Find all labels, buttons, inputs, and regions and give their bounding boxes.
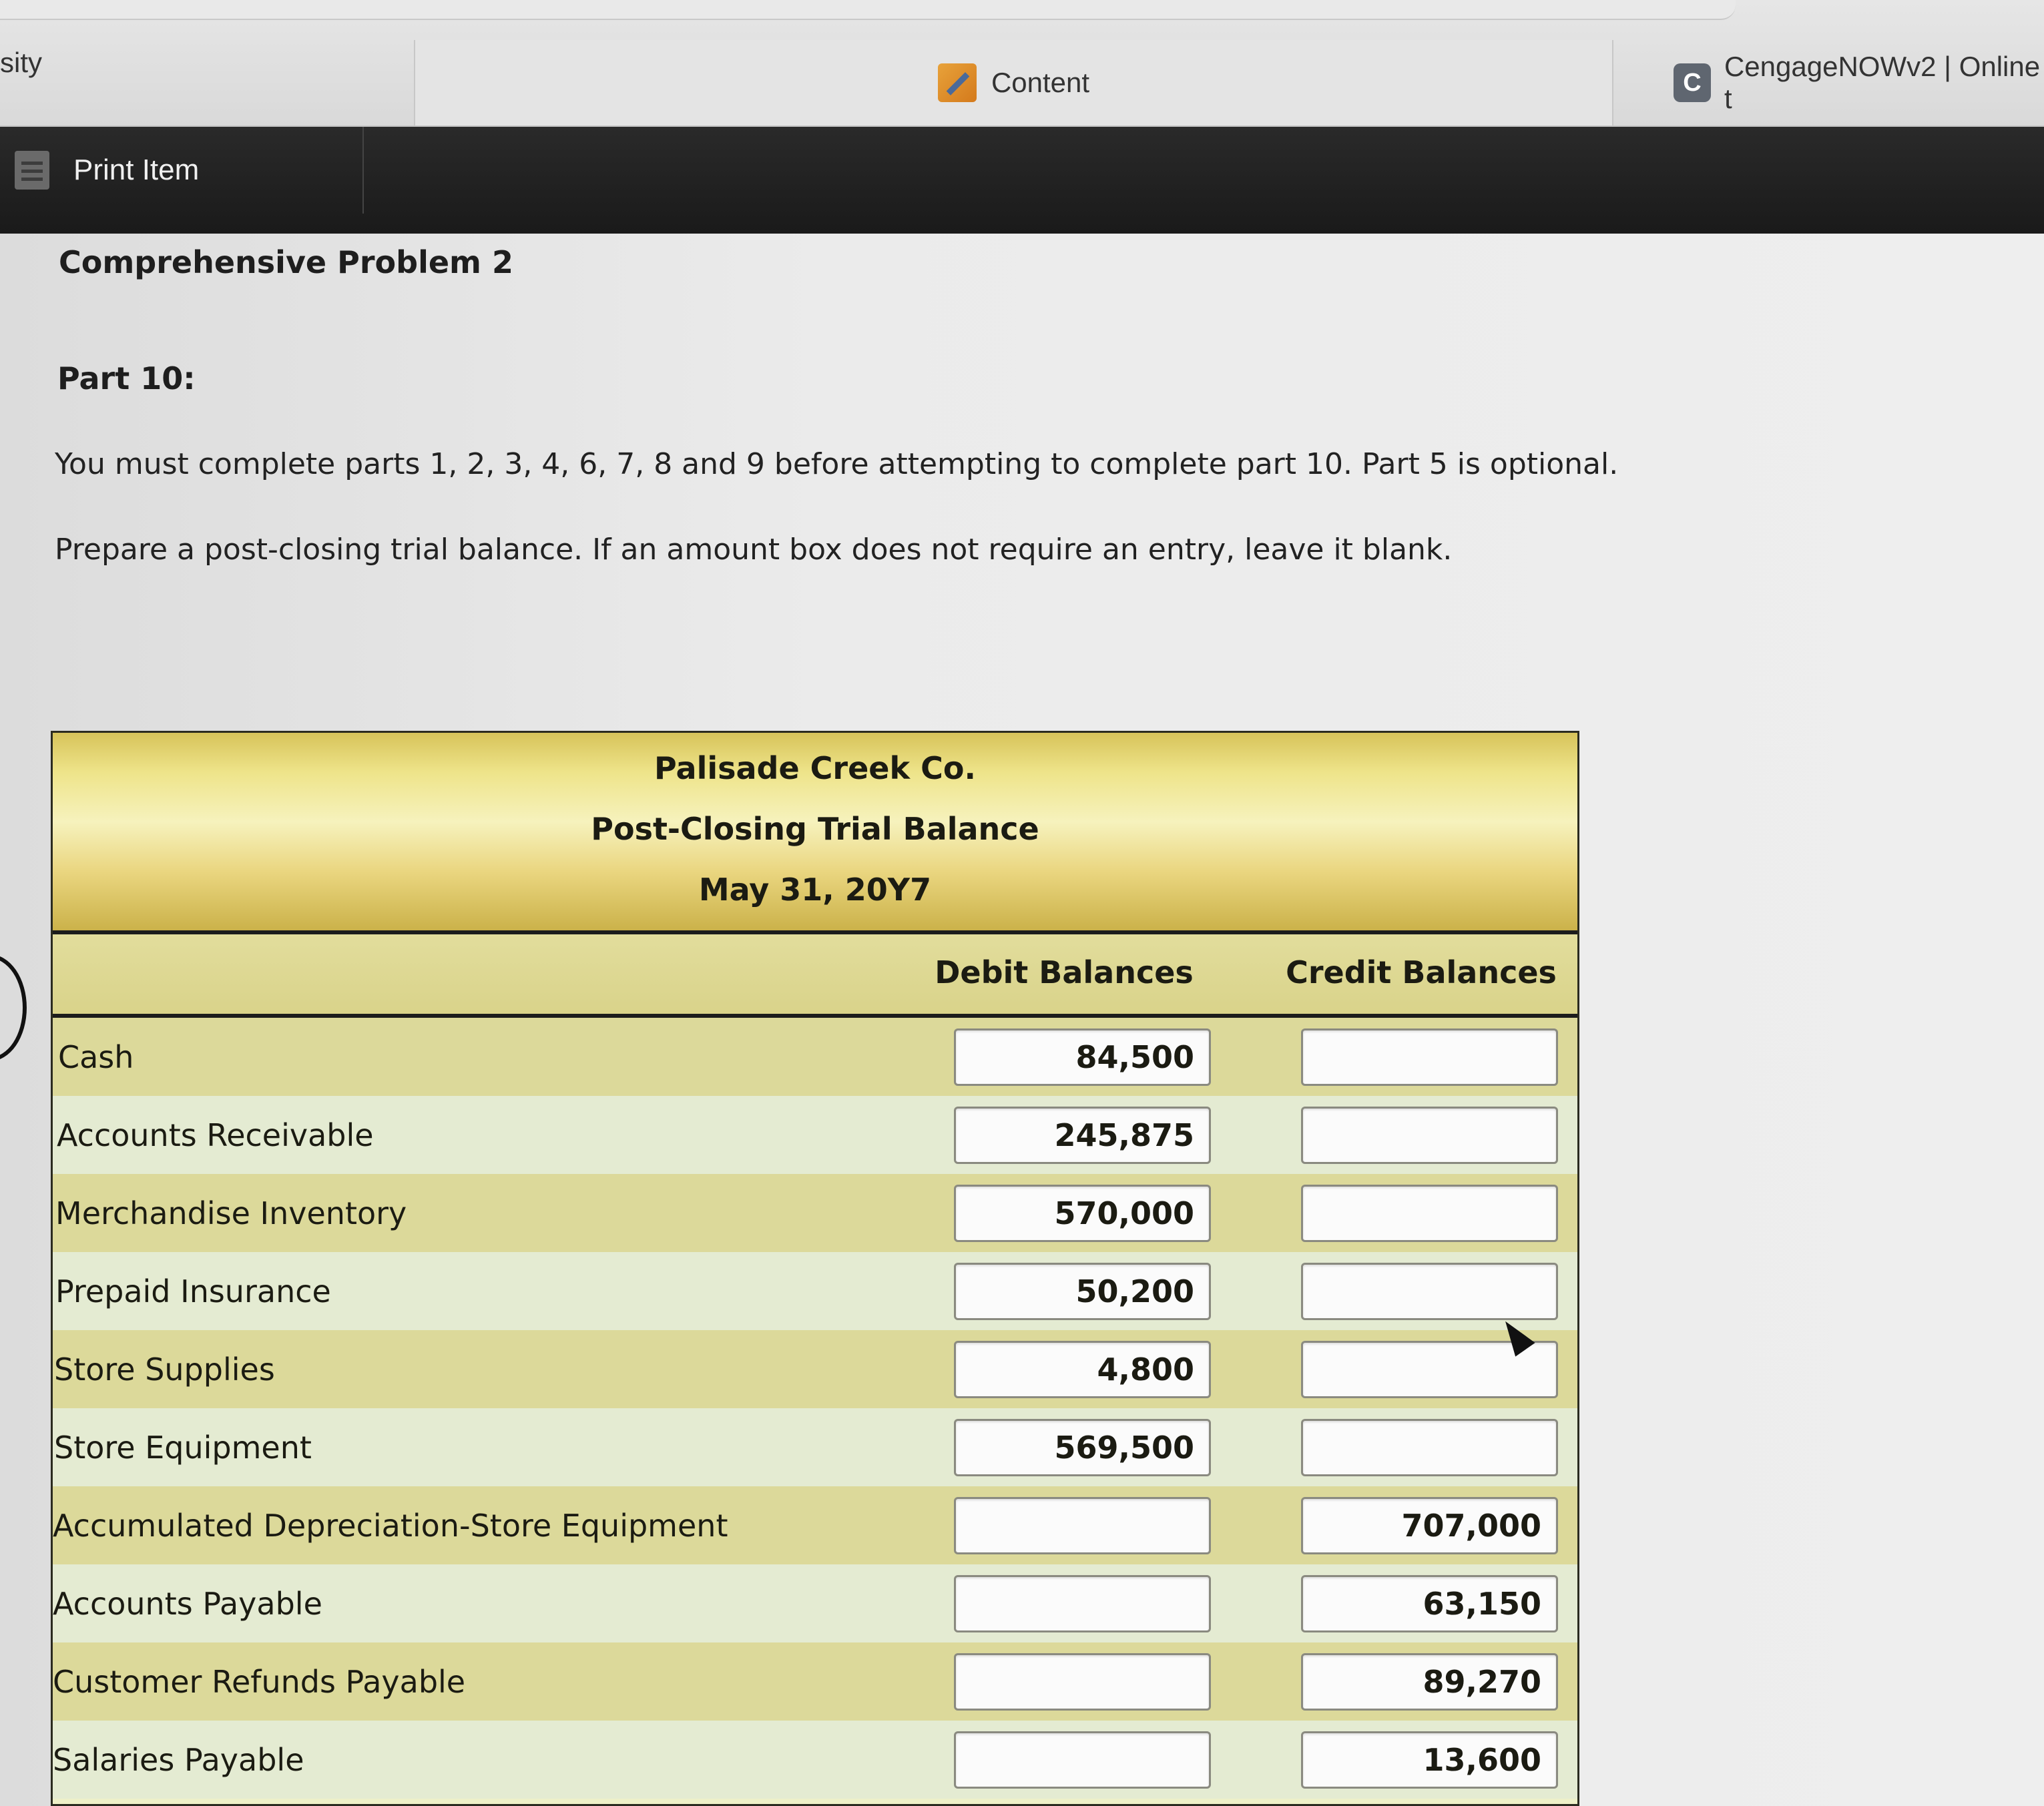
- account-name: Accounts Payable: [53, 1585, 322, 1622]
- account-name: Store Supplies: [54, 1351, 275, 1388]
- account-rows: [53, 1018, 1577, 1799]
- credit-amount-input[interactable]: [1301, 1028, 1558, 1086]
- column-header-row: [53, 934, 1577, 1018]
- problem-title: Comprehensive Problem 2: [59, 244, 513, 280]
- account-name: Merchandise Inventory: [55, 1195, 407, 1231]
- table-row: [53, 1408, 1577, 1486]
- table-row: [53, 1486, 1577, 1564]
- toolbar: [0, 127, 2044, 234]
- trial-balance-table: [51, 731, 1579, 1806]
- print-item-button[interactable]: [0, 127, 364, 214]
- debit-column-header: Debit Balances: [935, 954, 1194, 990]
- company-name: Palisade Creek Co.: [654, 750, 976, 786]
- account-name: Store Equipment: [54, 1429, 312, 1466]
- statement-title: Post-Closing Trial Balance: [591, 811, 1039, 847]
- credit-amount-input[interactable]: [1301, 1263, 1558, 1320]
- table-row: [53, 1018, 1577, 1096]
- account-name: Accumulated Depreciation-Store Equipment: [53, 1507, 728, 1544]
- table-row: [53, 1174, 1577, 1252]
- debit-amount-input[interactable]: 84,500: [954, 1028, 1211, 1086]
- credit-amount-input[interactable]: 13,600: [1301, 1731, 1558, 1789]
- tab-label: Content: [991, 67, 1090, 98]
- debit-amount-input[interactable]: 570,000: [954, 1185, 1211, 1242]
- debit-amount-input[interactable]: [954, 1497, 1211, 1554]
- instruction-prerequisites: You must complete parts 1, 2, 3, 4, 6, 7, 8 and 9 before attempting to complete part 10. Part 5 is optional.: [55, 447, 1619, 481]
- table-row: [53, 1252, 1577, 1330]
- credit-amount-input[interactable]: [1301, 1419, 1558, 1476]
- credit-amount-input[interactable]: 89,270: [1301, 1653, 1558, 1711]
- credit-amount-input[interactable]: [1301, 1107, 1558, 1164]
- tab-previous[interactable]: [0, 40, 414, 125]
- credit-amount-input[interactable]: 63,150: [1301, 1575, 1558, 1632]
- address-bar-edge: [0, 0, 1736, 20]
- table-row: [53, 1721, 1577, 1799]
- debit-amount-input[interactable]: 4,800: [954, 1341, 1211, 1398]
- debit-amount-input[interactable]: [954, 1653, 1211, 1711]
- browser-tab-strip: [0, 0, 2044, 127]
- account-name: Accounts Receivable: [57, 1117, 374, 1153]
- debit-amount-input[interactable]: 50,200: [954, 1263, 1211, 1320]
- pencil-icon: [938, 63, 977, 102]
- debit-amount-input[interactable]: 245,875: [954, 1107, 1211, 1164]
- statement-date: May 31, 20Y7: [698, 872, 932, 908]
- debit-amount-input[interactable]: [954, 1575, 1211, 1632]
- account-name: Customer Refunds Payable: [53, 1663, 466, 1700]
- table-row: [53, 1096, 1577, 1174]
- account-name: Salaries Payable: [53, 1741, 304, 1778]
- credit-amount-input[interactable]: [1301, 1185, 1558, 1242]
- instruction-task: Prepare a post-closing trial balance. If an amount box does not require an entry, leave it blank.: [55, 533, 1453, 567]
- document-icon: [15, 151, 49, 190]
- credit-amount-input[interactable]: 707,000: [1301, 1497, 1558, 1554]
- tab-content[interactable]: [414, 40, 1612, 125]
- statement-heading: [53, 733, 1577, 934]
- account-name: Cash: [58, 1038, 134, 1075]
- debit-amount-input[interactable]: 569,500: [954, 1419, 1211, 1476]
- tab-label: CengageNOWv2 | Online t: [1724, 51, 2041, 114]
- table-row: [53, 1330, 1577, 1408]
- account-name: Prepaid Insurance: [55, 1273, 331, 1309]
- part-heading: Part 10:: [57, 360, 196, 396]
- tab-cengage[interactable]: [1612, 40, 2044, 125]
- cengage-c-icon: C: [1674, 63, 1711, 102]
- tab-label: sity: [0, 47, 42, 78]
- table-row: [53, 1642, 1577, 1721]
- credit-column-header: Credit Balances: [1286, 954, 1557, 990]
- print-item-label: Print Item: [73, 154, 200, 186]
- table-row: [53, 1564, 1577, 1642]
- debit-amount-input[interactable]: [954, 1731, 1211, 1789]
